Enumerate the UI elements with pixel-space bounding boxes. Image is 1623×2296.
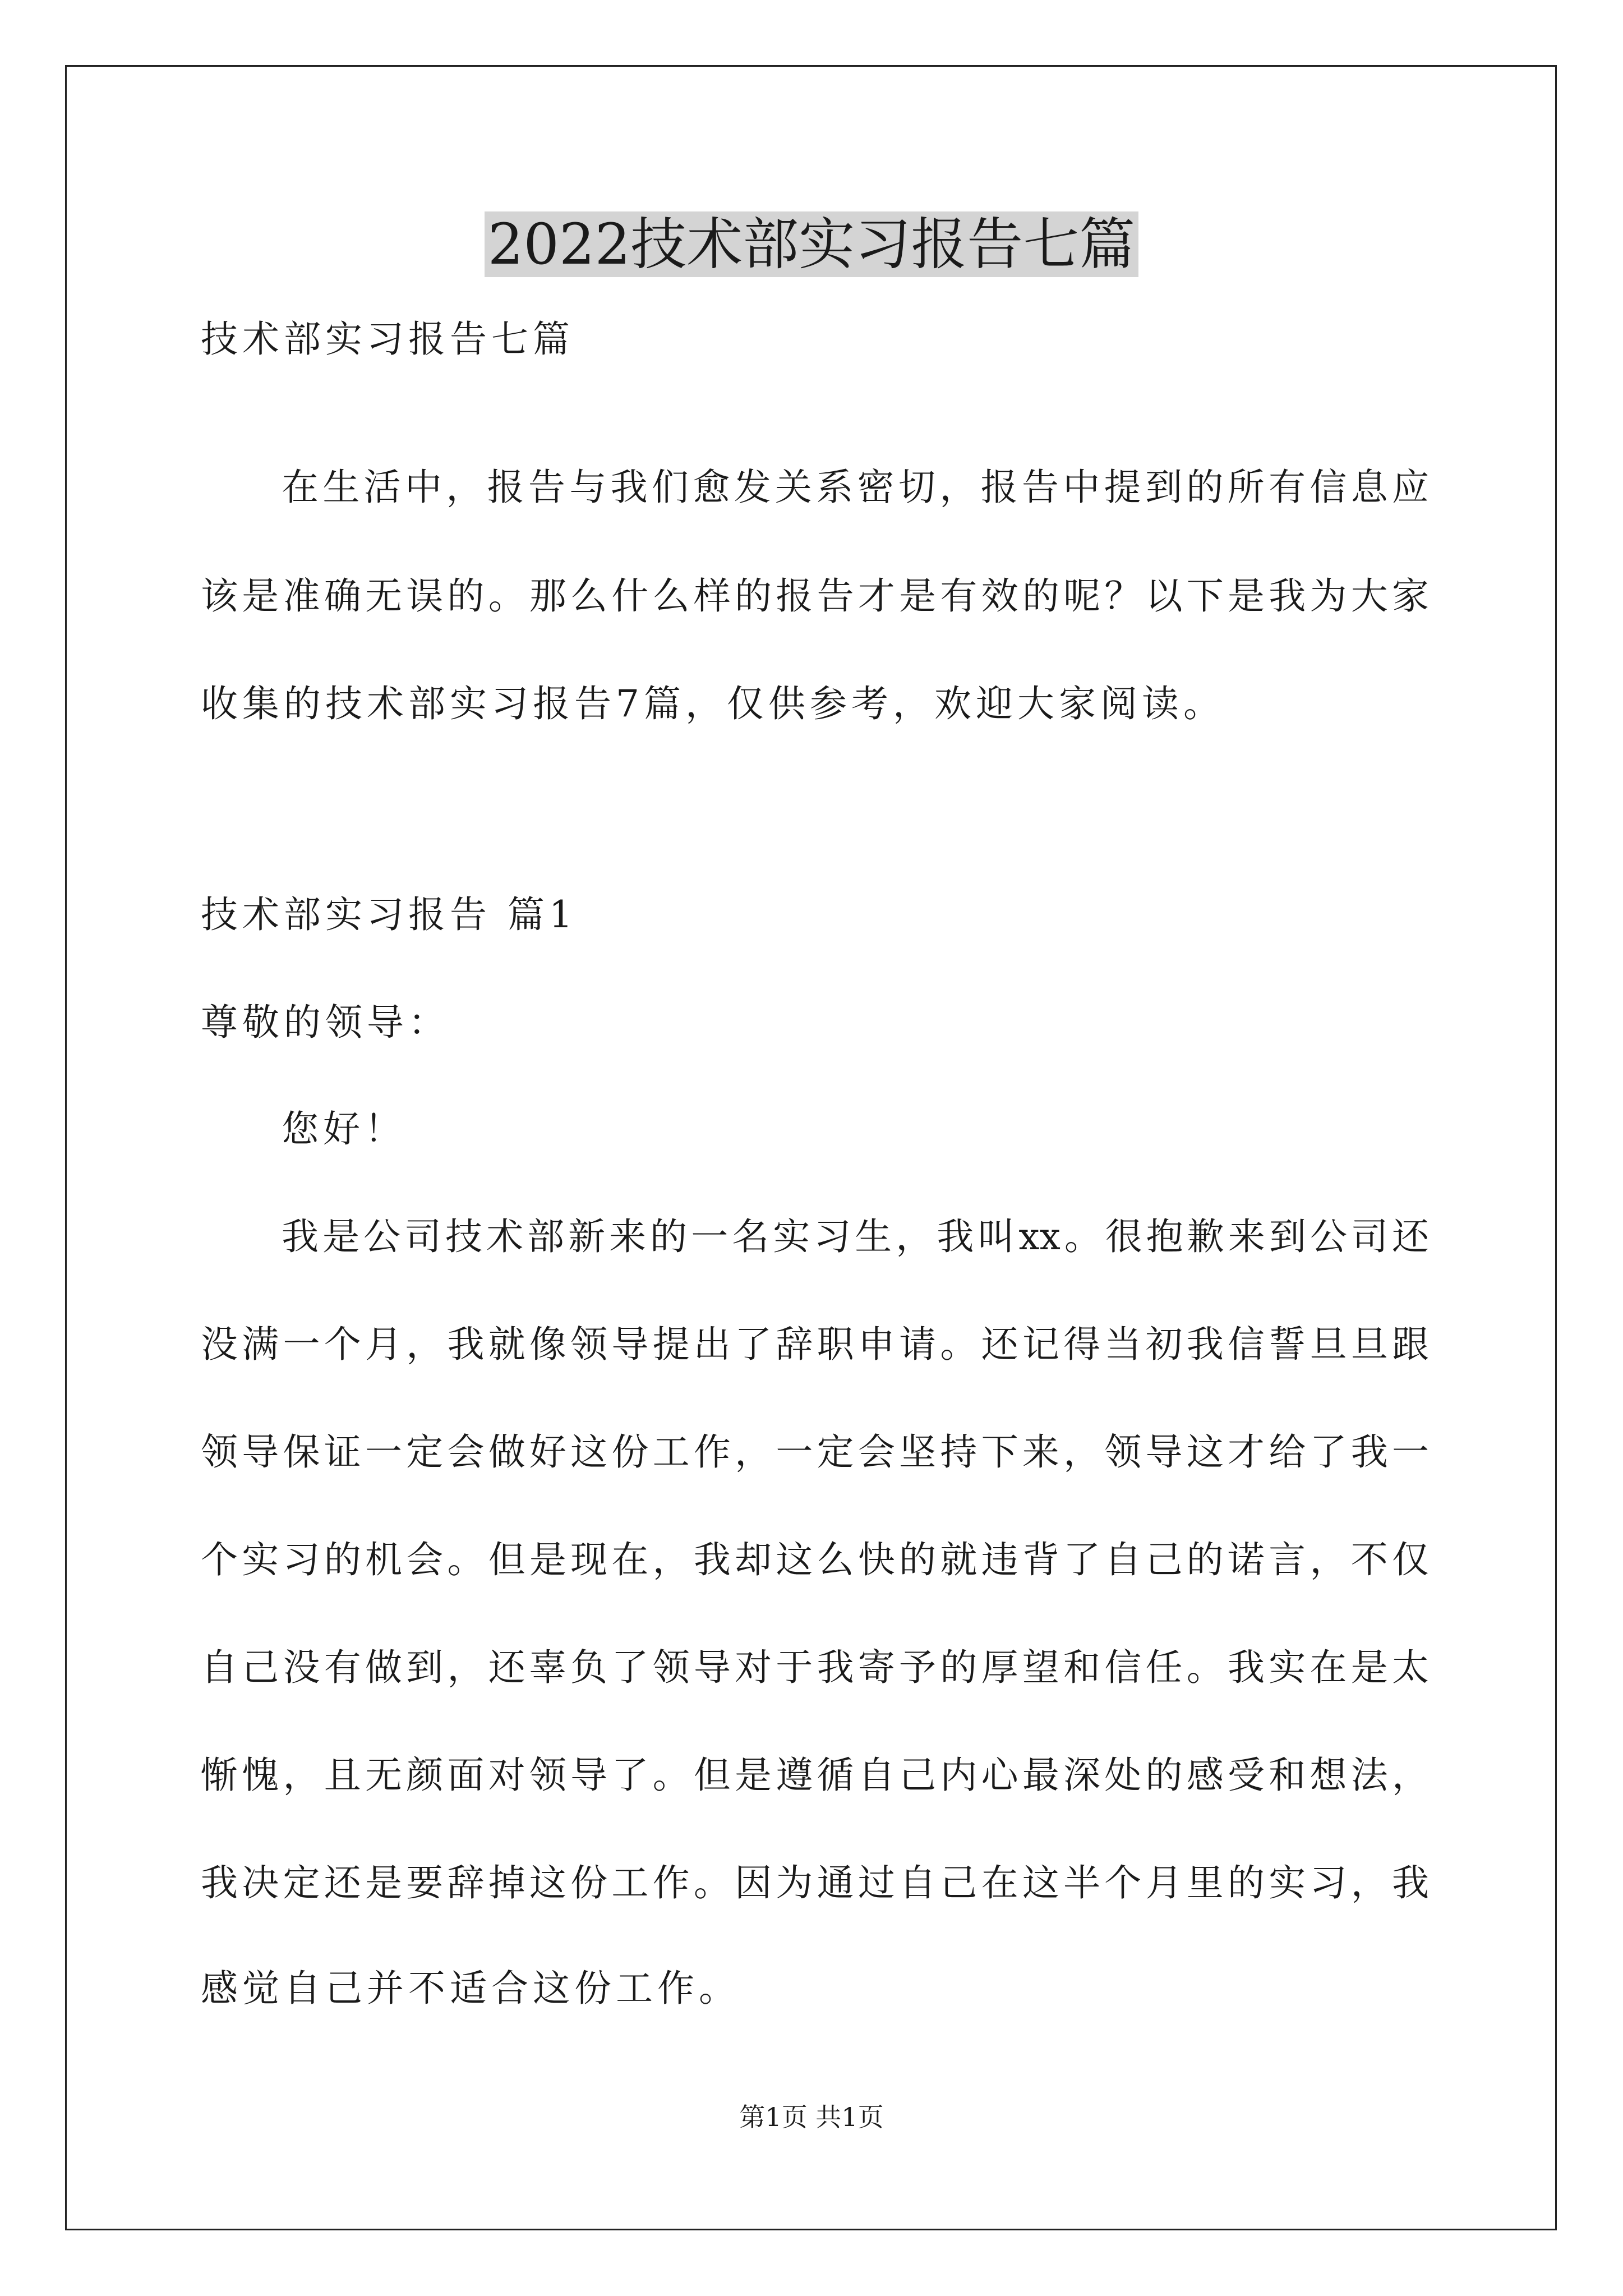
- page-footer: 第1页 共1页: [739, 2102, 884, 2132]
- body-line-6: 惭愧，且无颜面对领导了。但是遵循自己内心最深处的感受和想法，: [201, 1754, 1429, 1797]
- intro-line-2: 该是准确无误的。那么什么样的报告才是有效的呢？以下是我为大家: [201, 574, 1429, 618]
- document-subtitle: 技术部实习报告七篇: [201, 318, 574, 361]
- document-title: [0, 205, 1623, 284]
- body-line-2: 没满一个月，我就像领导提出了辞职申请。还记得当初我信誓旦旦跟: [201, 1323, 1429, 1366]
- body-line-3: 领导保证一定会做好这份工作，一定会坚持下来，领导这才给了我一: [201, 1430, 1429, 1474]
- body-line-5: 自己没有做到，还辜负了领导对于我寄予的厚望和信任。我实在是太: [201, 1646, 1429, 1689]
- letter-greeting: 您好！: [282, 1107, 406, 1151]
- intro-line-1: 在生活中，报告与我们愈发关系密切，报告中提到的所有信息应: [282, 466, 1429, 509]
- section-heading: 技术部实习报告 篇1: [201, 893, 577, 936]
- intro-line-3: 收集的技术部实习报告7篇，仅供参考，欢迎大家阅读。: [201, 682, 1225, 725]
- document-title-text: 2022技术部实习报告七篇: [485, 211, 1139, 277]
- body-line-1: 我是公司技术部新来的一名实习生，我叫xx。很抱歉来到公司还: [282, 1215, 1429, 1258]
- body-line-8: 感觉自己并不适合这份工作。: [201, 1967, 740, 2010]
- body-line-7: 我决定还是要辞掉这份工作。因为通过自己在这半个月里的实习，我: [201, 1861, 1429, 1904]
- body-line-4: 个实习的机会。但是现在，我却这么快的就违背了自己的诺言，不仅: [201, 1538, 1429, 1581]
- letter-salutation: 尊敬的领导：: [201, 1001, 450, 1044]
